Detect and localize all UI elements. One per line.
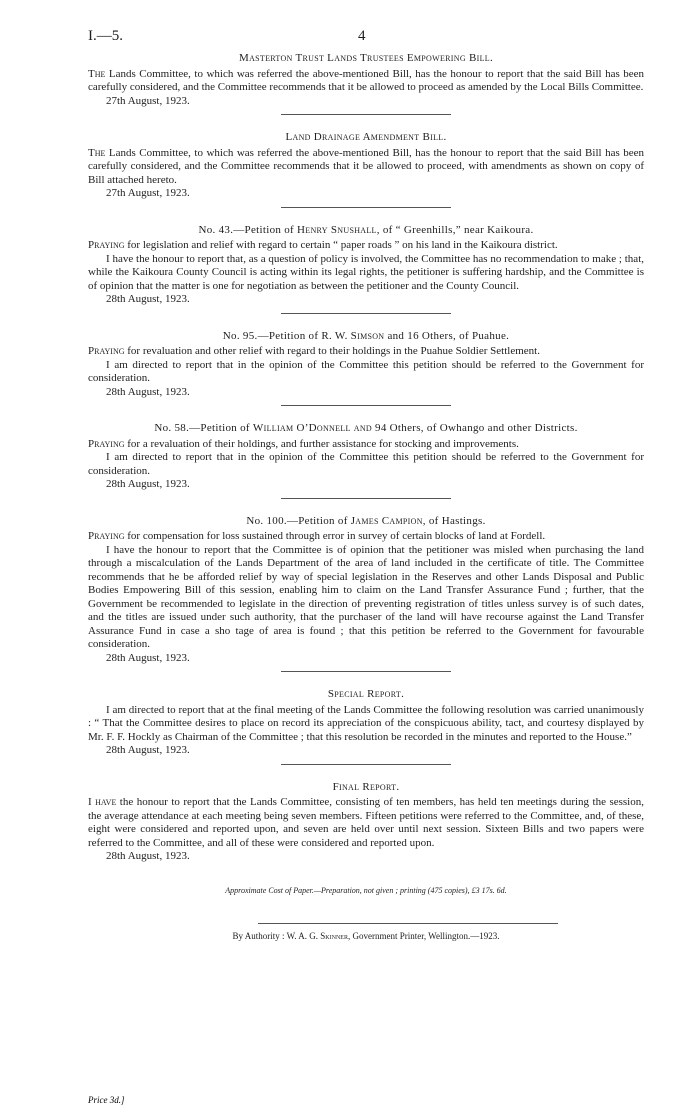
special-report-heading: Special Report.: [327, 688, 405, 700]
odonnell-date: 28th August, 1923.: [106, 478, 190, 490]
odonnell-prayer: [88, 438, 644, 452]
odonnell-heading-name: William O’Donnell and: [252, 422, 372, 434]
drainage-bill-report: [88, 147, 644, 188]
cost-of-paper-note: Approximate Cost of Paper.—Preparation, not given ; printing (475 copies), £3 17s. 6d.: [225, 885, 507, 895]
masterton-date: 27th August, 1923.: [106, 94, 190, 107]
special-report-body: I am directed to report that at the final meeting of the Lands Committee the following resolution was carried unanimously : “ That the Committee desires to place on record its appreciation of the conspicuous ability, tact, and courtesy displayed by Mr. F. F. Hockly as Chairman of the Committee ; that this resolution be recorded in the minutes and reported to the House.”: [88, 703, 644, 743]
simson-heading-name: R. W. Simson: [321, 329, 385, 342]
campion-prayer-text: for compensation for loss sustained through error in survey of certain blocks of land at Fordell.: [124, 530, 546, 542]
section-divider: [281, 114, 451, 115]
campion-heading-pre: No. 100.—Petition of: [246, 514, 351, 527]
masterton-bill-report: [88, 68, 644, 95]
authority-printer-name: Skinner: [320, 931, 348, 941]
section-divider: [281, 671, 451, 672]
snushall-date: 28th August, 1923.: [106, 293, 190, 305]
snushall-heading-pre: No. 43.—Petition of: [198, 223, 298, 236]
final-body: the honour to report that the Lands Committee, consisting of ten members, has held ten meetings during the session, the average attendance at each meeting being seven members. Fifteen petitions were referred to the Committee, and, of these, eight were considered and reported upon, and seven are held over until next session. Sixteen Bills and two papers were referred to the Committee, and all of these were considered and reported upon.: [88, 796, 644, 849]
campion-heading-post: , of Hastings.: [422, 514, 486, 527]
odonnell-report: I am directed to report that in the opinion of the Committee this petition should be referred to the Government for consideration.: [88, 451, 644, 477]
section-divider: [281, 207, 451, 208]
simson-date: 28th August, 1923.: [106, 385, 190, 398]
odonnell-lead: Praying: [88, 437, 125, 450]
section-divider: [281, 405, 451, 406]
printer-authority-line: [88, 930, 644, 944]
snushall-heading-post: , of “ Greenhills,” near Kaikoura.: [376, 223, 534, 236]
odonnell-heading-pre: No. 58.—Petition of: [154, 422, 253, 434]
snushall-prayer: [88, 239, 644, 253]
price-label: Price 3d.]: [88, 1095, 125, 1105]
snushall-prayer-text: for legislation and relief with regard to certain “ paper roads ” on his land in the Kaikoura district.: [124, 239, 558, 251]
simson-lead: Praying: [88, 345, 125, 357]
footer-divider: [258, 923, 558, 924]
final-report-heading: Final Report.: [332, 780, 400, 793]
final-lead: I have: [88, 796, 117, 808]
drainage-body: Lands Committee, to which was referred the above-mentioned Bill, has the honour to report that the said Bill has been carefully considered, and the Committee recommends that it be allowed to proceed, with amendments as shown on copy of Bill attached hereto.: [88, 146, 644, 186]
simson-prayer-text: for revaluation and other relief with regard to their holdings in the Puahue Soldier Settlement.: [124, 345, 540, 357]
masterton-bill-heading: Masterton Trust Lands Trustees Empowering Bill.: [238, 52, 494, 64]
final-report-body: [88, 796, 644, 850]
masterton-body: Lands Committee, to which was referred the above-mentioned Bill, has the honour to report that the said Bill has been carefully considered, and the Committee recommends that it be allowed to proceed as amended by the Local Bills Committee.: [88, 67, 644, 93]
campion-heading-name: James Campion: [350, 514, 423, 527]
drainage-lead: The: [88, 146, 106, 159]
masterton-lead: The: [88, 67, 106, 80]
page-number: 4: [358, 28, 366, 44]
snushall-petition-heading: [118, 224, 614, 238]
simson-heading-pre: No. 95.—Petition of: [222, 329, 322, 342]
campion-petition-heading: [118, 515, 614, 529]
drainage-date: 27th August, 1923.: [106, 187, 190, 199]
page-header: [88, 30, 644, 52]
simson-report: I am directed to report that in the opinion of the Committee this petition should be referred to the Government for consideration.: [88, 358, 644, 384]
campion-prayer: [88, 530, 644, 544]
document-reference: I.—5.: [88, 28, 123, 44]
special-report-date: 28th August, 1923.: [106, 744, 190, 756]
odonnell-prayer-text: for a revaluation of their holdings, and further assistance for stocking and improvements.: [124, 437, 519, 450]
final-report-date: 28th August, 1923.: [106, 850, 190, 862]
section-divider: [281, 313, 451, 314]
campion-lead: Praying: [88, 530, 125, 542]
simson-heading-post: and 16 Others, of Puahue.: [384, 329, 510, 342]
snushall-heading-name: Henry Snushall: [297, 223, 377, 236]
section-divider: [281, 764, 451, 765]
odonnell-heading-post: 94 Others, of Owhango and other Districts.: [371, 422, 578, 434]
odonnell-petition-heading: [118, 422, 614, 436]
snushall-report: I have the honour to report that, as a question of policy is involved, the Committee has no recommendation to make ; that, while the Kaikoura County Council is acting within its legal rights, the petitioner is suffering hardship, and the Committee is of opinion that the matter is one for negotiation as between the petitioner and the County Council.: [88, 252, 644, 292]
section-divider: [281, 498, 451, 499]
drainage-bill-heading: Land Drainage Amendment Bill.: [285, 131, 447, 143]
authority-post: , Government Printer, Wellington.—1923.: [347, 931, 500, 941]
snushall-lead: Praying: [88, 239, 125, 251]
simson-petition-heading: [118, 330, 614, 344]
campion-date: 28th August, 1923.: [106, 651, 190, 664]
campion-report: I have the honour to report that the Committee is of opinion that the petitioner was misled when purchasing the land through a miscalculation of the Lands Department of the area of land included in the certificate of title. The Committee recommends that he be afforded relief by way of special legislation in the Reserves and other Lands Disposal and Public Bodies Empowering Bill of this session, enabling him to claim on the Land Transfer Assurance Fund ; further, that the Government be recommended to legislate in the direction of preventing registration of titles unless survey is of such dates, and the titles are issued under such authority, that the purchaser of the land will have recourse against the Land Transfer Assurance Fund in case a sho tage of area is found ; that this petition be referred to the Government for favourable consideration.: [88, 543, 644, 650]
simson-prayer: [88, 345, 644, 359]
authority-pre: By Authority : W. A. G.: [232, 931, 321, 941]
